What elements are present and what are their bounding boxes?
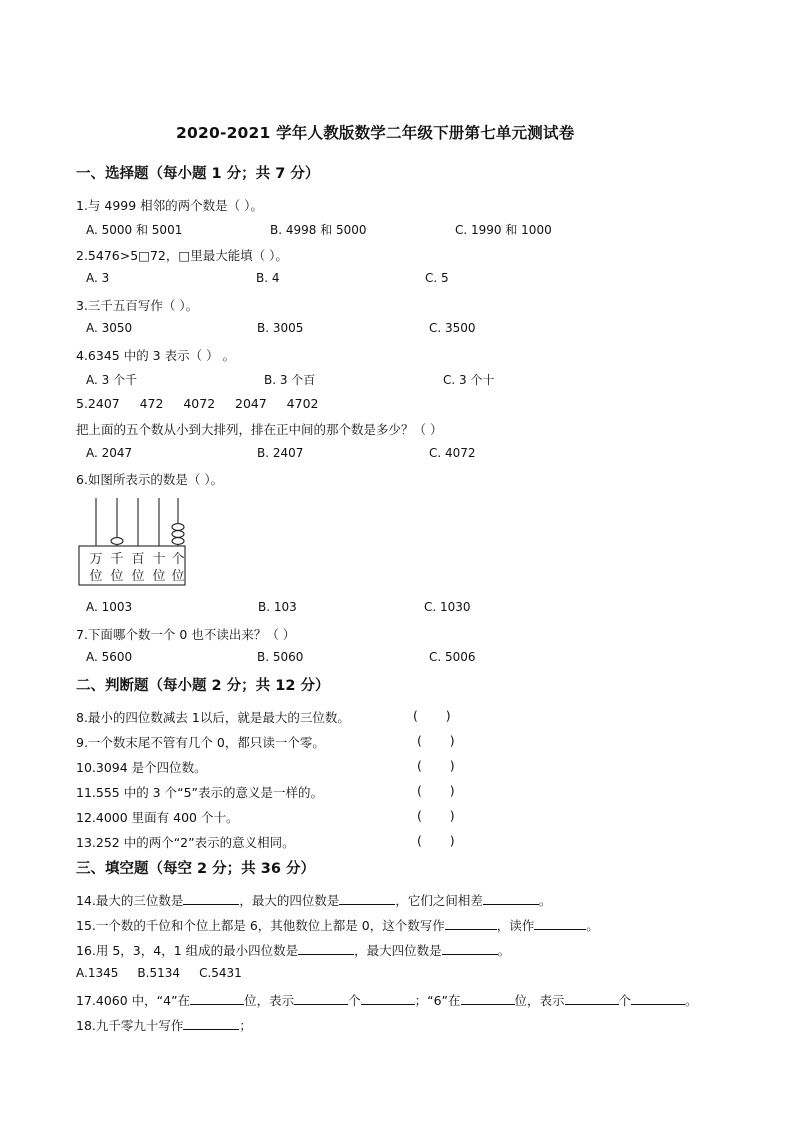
question-5: 5.2407 472 4072 2047 4702 — [76, 396, 319, 411]
fill-blank[interactable] — [361, 991, 415, 1005]
judge-answer-9[interactable]: ( ) — [417, 733, 455, 748]
abacus-label-top: 万 — [89, 552, 103, 567]
fill-blank[interactable] — [534, 916, 586, 930]
q3-option-c: C. 3500 — [429, 321, 476, 335]
fill-question-16: 16.用 5，3，4，1 组成的最小四位数是 ，最大四位数是 。 — [76, 943, 511, 958]
abacus-label-top: 个 — [171, 552, 185, 567]
fill-blank[interactable] — [298, 941, 354, 955]
page-title: 2020-2021 学年人教版数学二年级下册第七单元测试卷 — [176, 124, 575, 142]
abacus-label-bottom: 位 — [171, 569, 185, 584]
section-heading-judge: 二、判断题（每小题 2 分；共 12 分） — [76, 678, 330, 694]
section-heading-fill: 三、填空题（每空 2 分；共 36 分） — [76, 861, 315, 877]
q7-option-a: A. 5600 — [86, 650, 133, 664]
abacus-label-top: 千 — [110, 552, 124, 567]
judge-question-11: 11.555 中的 3 个“5”表示的意义是一样的。 — [76, 785, 324, 800]
q3-option-b: B. 3005 — [257, 321, 304, 335]
q5-option-c: C. 4072 — [429, 446, 476, 460]
judge-question-8: 8.最小的四位数减去 1以后，就是最大的三位数。 — [76, 710, 350, 725]
question-7: 7.下面哪个数一个 0 也不读出来？（ ） — [76, 627, 296, 642]
fill-blank[interactable] — [183, 891, 239, 905]
q1-option-a: A. 5000 和 5001 — [86, 223, 183, 237]
q5-option-b: B. 2407 — [257, 446, 304, 460]
abacus-label-bottom: 位 — [89, 569, 103, 584]
abacus-label-bottom: 位 — [131, 569, 145, 584]
q5-option-a: A. 2047 — [86, 446, 133, 460]
judge-answer-13[interactable]: ( ) — [417, 833, 455, 848]
judge-answer-12[interactable]: ( ) — [417, 808, 455, 823]
fill-blank[interactable] — [294, 991, 348, 1005]
question-5-prompt: 把上面的五个数从小到大排列，排在正中间的那个数是多少？（ ） — [76, 422, 443, 437]
abacus-bead — [111, 538, 123, 545]
q6-option-b: B. 103 — [258, 600, 297, 614]
judge-answer-10[interactable]: ( ) — [417, 758, 455, 773]
abacus-bead — [172, 531, 184, 538]
abacus-label-top: 百 — [131, 552, 145, 567]
section-heading-choice: 一、选择题（每小题 1 分；共 7 分） — [76, 166, 320, 182]
q7-option-c: C. 5006 — [429, 650, 476, 664]
judge-question-9: 9.一个数末尾不管有几个 0，都只读一个零。 — [76, 735, 325, 750]
question-6: 6.如图所表示的数是（ ）。 — [76, 472, 224, 487]
fill-question-14: 14.最大的三位数是 ，最大的四位数是 ，它们之间相差 。 — [76, 893, 552, 908]
question-2: 2.5476>5□72，□里最大能填（ ）。 — [76, 248, 288, 263]
q6-option-a: A. 1003 — [86, 600, 133, 614]
q2-option-b: B. 4 — [256, 271, 280, 285]
fill-question-15: 15.一个数的千位和个位上都是 6，其他数位上都是 0，这个数写作 ，读作 。 — [76, 918, 599, 933]
abacus-label-bottom: 位 — [110, 569, 124, 584]
abacus-figure — [78, 496, 190, 588]
abacus-bead — [172, 538, 184, 545]
fill-blank[interactable] — [339, 891, 395, 905]
judge-answer-8[interactable]: ( ) — [413, 708, 451, 723]
question-4: 4.6345 中的 3 表示（ ） 。 — [76, 348, 236, 363]
q4-option-c: C. 3 个十 — [443, 373, 495, 387]
judge-question-12: 12.4000 里面有 400 个十。 — [76, 810, 239, 825]
q4-option-b: B. 3 个百 — [264, 373, 316, 387]
question-1: 1.与 4999 相邻的两个数是（ ）。 — [76, 198, 263, 213]
q7-option-b: B. 5060 — [257, 650, 304, 664]
fill-blank[interactable] — [461, 991, 515, 1005]
judge-question-13: 13.252 中的两个“2”表示的意义相同。 — [76, 835, 295, 850]
judge-question-10: 10.3094 是个四位数。 — [76, 760, 207, 775]
fill-blank[interactable] — [183, 1016, 239, 1030]
q3-option-a: A. 3050 — [86, 321, 133, 335]
fill-question-18: 18.九千零九十写作 ； — [76, 1018, 252, 1033]
abacus-label-top: 十 — [152, 552, 166, 567]
q2-option-a: A. 3 — [86, 271, 110, 285]
judge-answer-11[interactable]: ( ) — [417, 783, 455, 798]
abacus-label-bottom: 位 — [152, 569, 166, 584]
fill-blank[interactable] — [631, 991, 685, 1005]
fill-blank[interactable] — [565, 991, 619, 1005]
q1-option-b: B. 4998 和 5000 — [270, 223, 367, 237]
q1-option-c: C. 1990 和 1000 — [455, 223, 552, 237]
question-3: 3.三千五百写作（ ）。 — [76, 298, 199, 313]
fill-blank[interactable] — [442, 941, 498, 955]
fill-question-16-options: A.1345 B.5134 C.5431 — [76, 966, 242, 980]
q2-option-c: C. 5 — [425, 271, 449, 285]
q4-option-a: A. 3 个千 — [86, 373, 138, 387]
fill-blank[interactable] — [190, 991, 244, 1005]
fill-blank[interactable] — [483, 891, 539, 905]
fill-question-17: 17.4060 中，“4”在 位，表示 个 ；“6”在 位，表示 个 。 — [76, 993, 698, 1008]
fill-blank[interactable] — [445, 916, 497, 930]
q6-option-c: C. 1030 — [424, 600, 471, 614]
abacus-bead — [172, 524, 184, 531]
